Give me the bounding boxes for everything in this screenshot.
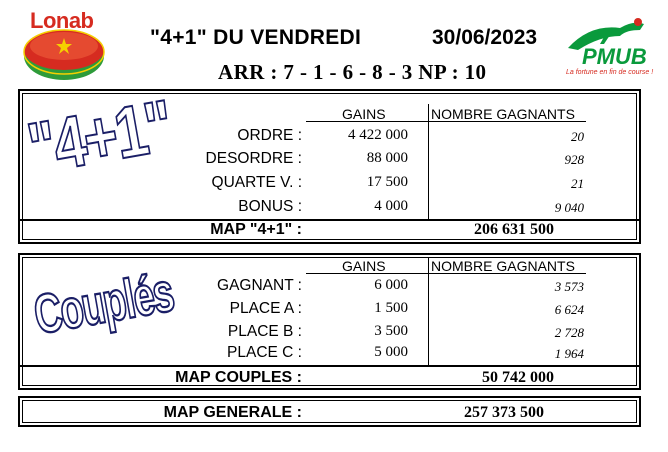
gain-value: 17 500 bbox=[366, 174, 408, 190]
pmub-logo bbox=[560, 14, 660, 84]
lonab-logo bbox=[20, 6, 116, 82]
pmub-wordmark: PMUB bbox=[582, 44, 647, 69]
map-4plus1-label: MAP "4+1" : bbox=[210, 221, 302, 238]
row-label: PLACE C : bbox=[227, 344, 302, 361]
gain-value: 3 500 bbox=[374, 323, 408, 339]
gain-value: 88 000 bbox=[366, 150, 408, 166]
lonab-wordmark: Lonab bbox=[30, 8, 94, 33]
winners-value: 2 728 bbox=[554, 325, 584, 340]
winners-value: 928 bbox=[564, 152, 584, 167]
gain-value: 4 422 000 bbox=[348, 127, 408, 143]
arrival-order: ARR : 7 - 1 - 6 - 8 - 3 NP : 10 bbox=[218, 60, 487, 84]
winners-value: 21 bbox=[571, 176, 584, 191]
map-couples-label: MAP COUPLES : bbox=[175, 369, 302, 386]
winners-value: 3 573 bbox=[554, 279, 584, 294]
row-label: GAGNANT : bbox=[217, 277, 302, 294]
gain-value: 6 000 bbox=[374, 277, 408, 293]
col-gains-header: GAINS bbox=[342, 258, 386, 274]
gain-value: 5 000 bbox=[374, 344, 408, 360]
col-gains-header: GAINS bbox=[342, 106, 386, 122]
winners-value: 1 964 bbox=[554, 346, 584, 361]
col-winners-header: NOMBRE GAGNANTS bbox=[431, 106, 575, 122]
race-date: 30/06/2023 bbox=[432, 26, 538, 49]
row-label: BONUS : bbox=[238, 198, 302, 215]
gain-value: 1 500 bbox=[374, 300, 408, 316]
winners-value: 6 624 bbox=[554, 302, 584, 317]
row-label: PLACE B : bbox=[227, 323, 302, 340]
map-general-label: MAP GENERALE : bbox=[163, 404, 302, 421]
winners-value: 9 040 bbox=[554, 200, 584, 215]
gain-value: 4 000 bbox=[374, 198, 408, 214]
page-title: "4+1" DU VENDREDI bbox=[150, 26, 362, 49]
row-label: DESORDRE : bbox=[205, 150, 302, 167]
col-winners-header: NOMBRE GAGNANTS bbox=[431, 258, 575, 274]
row-label: QUARTE V. : bbox=[211, 174, 302, 191]
emblem-4plus1: "4+1" bbox=[22, 85, 178, 190]
divider bbox=[20, 365, 639, 367]
row-label: PLACE A : bbox=[229, 300, 302, 317]
row-label: ORDRE : bbox=[237, 127, 302, 144]
map-general-value: 257 373 500 bbox=[464, 404, 544, 421]
emblem-couples: Couplés bbox=[29, 262, 178, 347]
pmub-tagline: La fortune en fin de course ! bbox=[566, 69, 654, 76]
map-4plus1-value: 206 631 500 bbox=[474, 221, 554, 238]
winners-value: 20 bbox=[571, 129, 584, 144]
map-couples-value: 50 742 000 bbox=[482, 369, 554, 386]
